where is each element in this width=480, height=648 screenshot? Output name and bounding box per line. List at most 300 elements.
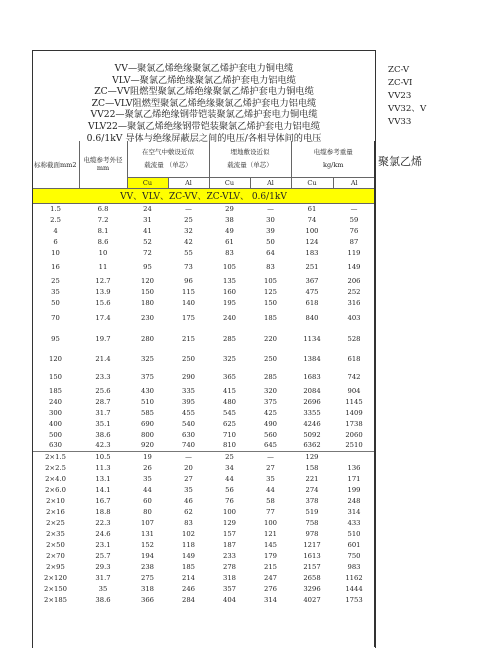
table-cell: 44 — [266, 485, 275, 494]
table-cell: 625 — [223, 419, 236, 428]
table-cell: 2696 — [303, 397, 321, 406]
table-cell: 1134 — [303, 334, 321, 343]
table-cell: 129 — [223, 518, 236, 527]
table-row — [32, 407, 375, 418]
table-cell: 1683 — [303, 372, 321, 381]
table-cell: 175 — [182, 313, 195, 322]
table-cell: 10 — [98, 248, 108, 257]
table-row — [32, 572, 375, 583]
table-cell: 800 — [141, 430, 154, 439]
table-row — [32, 440, 375, 451]
right-border — [374, 141, 375, 647]
table-cell: 510 — [347, 529, 361, 538]
table-cell: 179 — [264, 551, 277, 560]
table-cell: 64 — [266, 248, 275, 257]
table-cell: 25 — [209, 451, 250, 462]
table-cell: 152 — [141, 540, 154, 549]
table-cell: 27 — [184, 474, 193, 483]
overflow-line: ZC-VI — [388, 78, 413, 88]
table-cell: 25 — [184, 215, 193, 224]
product-banner: VV、VLV、ZC-VV、ZC-VLV、 0.6/1kV — [32, 188, 375, 203]
table-cell: 195 — [223, 298, 236, 307]
table-cell: 38.6 — [95, 430, 111, 439]
table-cell: 433 — [347, 518, 361, 527]
table-cell: 318 — [223, 573, 236, 582]
table-cell: 29.3 — [95, 562, 111, 571]
table-cell: 52 — [143, 237, 152, 246]
table-cell: 96 — [184, 276, 193, 285]
title-line: ZC—VLV阻燃型聚氯乙烯绝缘聚氯乙烯护套电力铝电缆 — [91, 97, 317, 109]
table-cell: 280 — [141, 334, 154, 343]
table-cell: 425 — [264, 408, 277, 417]
title-line: 0.6/1kV 导体与绝缘屏蔽层之间的电压/各相导体间的电压 — [86, 132, 322, 144]
table-cell: 145 — [264, 540, 277, 549]
table-cell: — — [185, 204, 192, 213]
table-cell: 120 — [141, 276, 154, 285]
table-row — [32, 258, 375, 275]
table-cell: 185 — [182, 562, 195, 571]
table-cell: 24.6 — [95, 529, 111, 538]
table-cell: 124 — [305, 237, 319, 246]
table-cell: 480 — [223, 397, 236, 406]
title-block — [33, 63, 375, 144]
table-cell: 73 — [184, 262, 193, 271]
table-cell: 585 — [141, 408, 154, 417]
table-cell: 7.2 — [97, 215, 109, 224]
table-cell: — — [267, 204, 274, 213]
table-row — [32, 539, 375, 550]
table-cell: 2×16 — [46, 507, 65, 516]
table-cell: 601 — [347, 540, 361, 549]
table-cell: 56 — [225, 485, 234, 494]
table-cell: 17.4 — [95, 313, 111, 322]
table-cell: 810 — [223, 441, 236, 450]
table-cell: 58 — [266, 496, 275, 505]
table-row — [32, 418, 375, 429]
table-cell: 2×6.0 — [45, 485, 66, 494]
table-cell: 22.3 — [95, 518, 111, 527]
table-cell: 742 — [347, 372, 361, 381]
table-cell: 500 — [49, 430, 62, 439]
table-cell: 107 — [141, 518, 154, 527]
table-row — [32, 350, 375, 367]
table-cell: 29 — [225, 204, 234, 213]
table-cell: 35 — [98, 584, 108, 593]
table-cell: 38.6 — [95, 595, 111, 604]
table-cell: 1613 — [303, 551, 321, 560]
table-cell: 50 — [51, 298, 60, 307]
table-cell: 540 — [182, 419, 195, 428]
table-cell: 375 — [264, 397, 277, 406]
title-line: ZC—VV阻燃型聚氯乙烯绝缘聚氯乙烯护套电力铜电缆 — [94, 86, 314, 98]
table-cell: 187 — [223, 540, 236, 549]
table-cell: 2658 — [303, 573, 321, 582]
unit-cu: Cu — [209, 177, 250, 188]
table-cell: 26 — [143, 463, 152, 472]
table-cell: 206 — [347, 276, 361, 285]
table-cell: 314 — [347, 507, 361, 516]
table-cell: 2.5 — [50, 215, 61, 224]
table-cell: 690 — [141, 419, 154, 428]
table-cell: 30 — [266, 215, 275, 224]
table-cell: 150 — [141, 287, 154, 296]
table-cell: 3296 — [303, 584, 321, 593]
table-cell: 247 — [264, 573, 277, 582]
table-cell: 100 — [305, 226, 319, 235]
table-cell: 240 — [49, 397, 62, 406]
table-cell: 221 — [305, 474, 319, 483]
title-line: VLV—聚氯乙烯绝缘聚氯乙烯护套电力铝电缆 — [112, 74, 296, 86]
table-cell: 42.3 — [95, 441, 111, 450]
table-cell: 920 — [141, 441, 154, 450]
table-cell: — — [350, 204, 358, 213]
table-cell: 740 — [182, 441, 195, 450]
table-cell: 10.5 — [79, 451, 127, 462]
table-row — [32, 495, 375, 506]
table-cell: 1.5 — [50, 204, 61, 213]
table-cell: 100 — [264, 518, 277, 527]
table-cell: 160 — [223, 287, 236, 296]
table-cell: 2×2.5 — [45, 463, 66, 472]
table-cell: 61 — [225, 237, 234, 246]
table-cell: — — [168, 451, 209, 462]
table-cell: 119 — [347, 248, 361, 257]
table-cell: 375 — [141, 372, 154, 381]
overflow-line: ZC-V — [388, 65, 410, 75]
table-row — [32, 462, 375, 473]
table-cell: 135 — [223, 276, 236, 285]
table-cell: 95 — [143, 262, 152, 271]
table-cell: 199 — [347, 485, 361, 494]
table-cell: 140 — [182, 298, 195, 307]
table-row — [32, 225, 375, 236]
unit-al: Al — [333, 177, 375, 188]
table-cell: 250 — [182, 354, 195, 363]
table-cell: 14.1 — [95, 485, 111, 494]
table-cell: 5092 — [303, 430, 321, 439]
table-cell: 46 — [184, 496, 193, 505]
table-cell: 1409 — [345, 408, 363, 417]
table-row — [32, 236, 375, 247]
table-cell: 2510 — [345, 441, 363, 450]
table-cell: 1384 — [303, 354, 321, 363]
overflow-line: VV23 — [388, 91, 412, 101]
table-row — [32, 367, 375, 386]
header-area: 标称截面mm2 — [32, 141, 79, 188]
table-cell: 251 — [305, 262, 319, 271]
table-cell: 3355 — [303, 408, 321, 417]
table-cell: 1444 — [345, 584, 363, 593]
table-cell: 76 — [225, 496, 234, 505]
table-cell: 74 — [307, 215, 317, 224]
table-row — [32, 451, 375, 462]
table-cell: 618 — [305, 298, 319, 307]
table-cell: 70 — [51, 313, 60, 322]
table-cell: 545 — [223, 408, 236, 417]
table-cell: 38 — [225, 215, 234, 224]
table-cell: 290 — [182, 372, 195, 381]
table-cell: 325 — [223, 354, 236, 363]
table-cell: 80 — [143, 507, 152, 516]
table-cell: 284 — [182, 595, 195, 604]
table-cell: — — [250, 451, 291, 462]
table-cell: 275 — [141, 573, 154, 582]
table-cell: 4 — [53, 226, 58, 235]
table-cell: 18.8 — [95, 507, 111, 516]
table-cell: 6.8 — [97, 204, 109, 213]
table-cell: 31.7 — [95, 573, 111, 582]
table-row — [32, 297, 375, 308]
table-row — [32, 528, 375, 539]
table-cell: 750 — [347, 551, 361, 560]
table-cell: 105 — [264, 276, 277, 285]
title-line: VLV22—聚氯乙烯绝缘钢带铠装聚氯乙烯护套电力铝电缆 — [87, 120, 321, 132]
table-cell: 2×1.5 — [32, 451, 79, 462]
table-cell: 2×25 — [46, 518, 65, 527]
table-cell: 415 — [223, 387, 236, 395]
table-row — [32, 327, 375, 350]
table-cell: 150 — [264, 298, 277, 307]
table-cell: 710 — [223, 430, 236, 439]
table-cell: 560 — [264, 430, 277, 439]
table-cell: 136 — [347, 463, 361, 472]
overflow-line: VV33 — [388, 117, 412, 127]
table-row — [32, 203, 375, 214]
table-cell: 285 — [223, 334, 236, 343]
cable-spec-table — [32, 141, 375, 605]
table-cell: 115 — [182, 287, 195, 296]
table-cell: 20 — [184, 463, 193, 472]
table-cell: 274 — [305, 485, 319, 494]
table-cell: 32 — [184, 226, 193, 235]
table-cell: 24 — [143, 204, 152, 213]
table-cell: 214 — [182, 573, 195, 582]
table-cell: 149 — [182, 551, 195, 560]
table-cell: 357 — [223, 584, 236, 593]
left-border — [32, 141, 33, 647]
overflow-text-right — [388, 64, 426, 129]
table-cell: 35.1 — [95, 419, 111, 428]
table-cell: 215 — [182, 334, 195, 343]
table-cell: 11 — [98, 262, 108, 271]
table-cell: 102 — [182, 529, 195, 538]
table-cell: 31 — [143, 215, 152, 224]
table-cell: 246 — [182, 584, 195, 593]
table-cell: 8.6 — [97, 237, 109, 246]
table-cell: 118 — [182, 540, 195, 549]
table-cell: 404 — [223, 595, 236, 604]
table-cell: 2×10 — [46, 496, 65, 505]
table-cell: 2157 — [303, 562, 321, 571]
table-cell: 366 — [141, 595, 154, 604]
table-cell: 121 — [264, 529, 277, 538]
table-cell: 150 — [49, 372, 62, 381]
table-cell: 490 — [264, 419, 277, 428]
table-cell: 28.7 — [95, 397, 111, 406]
table-row — [32, 550, 375, 561]
table-cell: 21.4 — [95, 354, 111, 363]
table-cell: 365 — [223, 372, 236, 381]
table-cell: 16.7 — [95, 496, 111, 505]
table-cell: 6362 — [303, 441, 321, 450]
table-cell: 62 — [184, 507, 193, 516]
header-diameter: 电缆参考外径mm — [79, 141, 127, 188]
table-cell: 2×70 — [46, 551, 65, 560]
table-cell: 316 — [347, 298, 361, 307]
unit-cu: Cu — [291, 177, 333, 188]
table-cell: 238 — [141, 562, 154, 571]
table-cell: 618 — [347, 354, 361, 363]
table-cell: 44 — [143, 485, 152, 494]
table-cell: 230 — [141, 313, 154, 322]
table-cell: 314 — [264, 595, 277, 604]
table-cell: 378 — [305, 496, 319, 505]
table-cell: 13.9 — [95, 287, 111, 296]
table-cell: 76 — [349, 226, 359, 235]
table-cell: 129 — [291, 451, 333, 462]
table-cell: 31.7 — [95, 408, 111, 417]
table-cell: 233 — [223, 551, 236, 560]
table-cell: 25.7 — [95, 551, 111, 560]
table-cell: 215 — [264, 562, 277, 571]
table-row — [32, 506, 375, 517]
header-ground: 埋地敷设近似 载流量（单芯） — [209, 141, 291, 177]
table-cell: 25 — [51, 276, 60, 285]
table-cell: 758 — [305, 518, 319, 527]
table-cell: 904 — [347, 387, 361, 395]
table-cell: 528 — [347, 334, 361, 343]
unit-al: Al — [168, 177, 209, 188]
table-row — [32, 396, 375, 407]
unit-al: Al — [250, 177, 291, 188]
table-cell: 183 — [305, 248, 319, 257]
table-cell: 4246 — [303, 419, 321, 428]
table-cell: 125 — [264, 287, 277, 296]
table-cell: 276 — [264, 584, 277, 593]
table-cell: 2084 — [303, 387, 321, 395]
table-cell: 2060 — [345, 430, 363, 439]
title-line: VV22—聚氯乙烯绝缘钢带铠装聚氯乙烯护套电力铜电缆 — [90, 109, 318, 121]
table-cell: 645 — [264, 441, 277, 450]
overflow-text-mid: 聚氯乙烯 — [378, 155, 422, 168]
table-cell: 252 — [347, 287, 361, 296]
overflow-line: VV32、V — [388, 104, 427, 114]
table-cell: 430 — [141, 387, 154, 395]
table-cell: 2×95 — [46, 562, 65, 571]
table-cell: 403 — [347, 313, 361, 322]
table-cell: 16 — [51, 262, 60, 271]
table-row — [32, 583, 375, 594]
table-cell: 400 — [49, 419, 62, 428]
table-cell: 300 — [49, 408, 62, 417]
table-row — [32, 247, 375, 258]
table-cell: 1738 — [345, 419, 363, 428]
table-cell: 220 — [264, 334, 277, 343]
table-cell: 2×150 — [44, 584, 67, 593]
table-cell: 978 — [305, 529, 319, 538]
table-cell: 15.6 — [95, 298, 111, 307]
table-cell: 61 — [307, 204, 317, 213]
table-cell: 49 — [225, 226, 234, 235]
table-cell: 42 — [184, 237, 193, 246]
table-cell: 50 — [266, 237, 275, 246]
table-cell: 83 — [266, 262, 275, 271]
table-row — [32, 594, 375, 605]
table-cell: 11.3 — [95, 463, 111, 472]
table-cell: 39 — [266, 226, 275, 235]
table-cell: 630 — [49, 441, 62, 450]
table-row — [32, 308, 375, 327]
table-cell: 510 — [141, 397, 154, 406]
table-cell: 19.7 — [95, 334, 111, 343]
table-row — [32, 386, 375, 396]
title-line: VV—聚氯乙烯绝缘聚氯乙烯护套电力铜电缆 — [114, 63, 294, 74]
table-cell: 367 — [305, 276, 319, 285]
table-row — [32, 561, 375, 572]
table-cell: 8.1 — [97, 226, 109, 235]
table-cell: 34 — [225, 463, 234, 472]
table-cell: 105 — [223, 262, 236, 271]
table-cell: 285 — [264, 372, 277, 381]
table-cell: 157 — [223, 529, 236, 538]
table-cell: 6 — [53, 237, 58, 246]
table-cell: 95 — [51, 334, 60, 343]
table-cell: 25.6 — [95, 387, 111, 395]
table-cell: 23.3 — [95, 372, 111, 381]
table-cell: 10 — [51, 248, 60, 257]
table-cell: 35 — [51, 287, 60, 296]
table-cell: 83 — [184, 518, 193, 527]
table-cell: 335 — [182, 387, 195, 395]
table-cell: 185 — [264, 313, 277, 322]
header-air: 在空气中敷设近似 载流量 （单芯） — [127, 141, 209, 177]
table-cell: 12.7 — [95, 276, 111, 285]
table-cell: 2×185 — [44, 595, 67, 604]
table-cell: 158 — [305, 463, 319, 472]
table-row — [32, 429, 375, 440]
table-cell: 1217 — [303, 540, 321, 549]
table-cell: 2×35 — [46, 529, 65, 538]
table-cell: 60 — [143, 496, 152, 505]
table-cell: 248 — [347, 496, 361, 505]
table-cell: 519 — [305, 507, 319, 516]
table-cell: 475 — [305, 287, 319, 296]
table-row — [32, 275, 375, 286]
table-cell: 250 — [264, 354, 277, 363]
table-cell: 13.1 — [95, 474, 111, 483]
table-cell: 44 — [225, 474, 234, 483]
table-row — [32, 517, 375, 528]
table-cell: 180 — [141, 298, 154, 307]
table-cell: 983 — [347, 562, 361, 571]
table-row — [32, 286, 375, 297]
table-cell: 35 — [143, 474, 152, 483]
table-cell: 35 — [184, 485, 193, 494]
table-cell: 1145 — [345, 397, 363, 406]
table-cell: 149 — [347, 262, 361, 271]
table-cell: 100 — [223, 507, 236, 516]
table-cell: 77 — [266, 507, 275, 516]
table-cell: 27 — [266, 463, 275, 472]
table-cell: 278 — [223, 562, 236, 571]
table-cell: 41 — [143, 226, 152, 235]
table-cell: 630 — [182, 430, 195, 439]
table-cell: 2×4.0 — [45, 474, 66, 483]
table-cell — [333, 451, 375, 462]
table-cell: 87 — [349, 237, 359, 246]
table-cell: 55 — [184, 248, 193, 257]
table-cell: 4027 — [303, 595, 321, 604]
